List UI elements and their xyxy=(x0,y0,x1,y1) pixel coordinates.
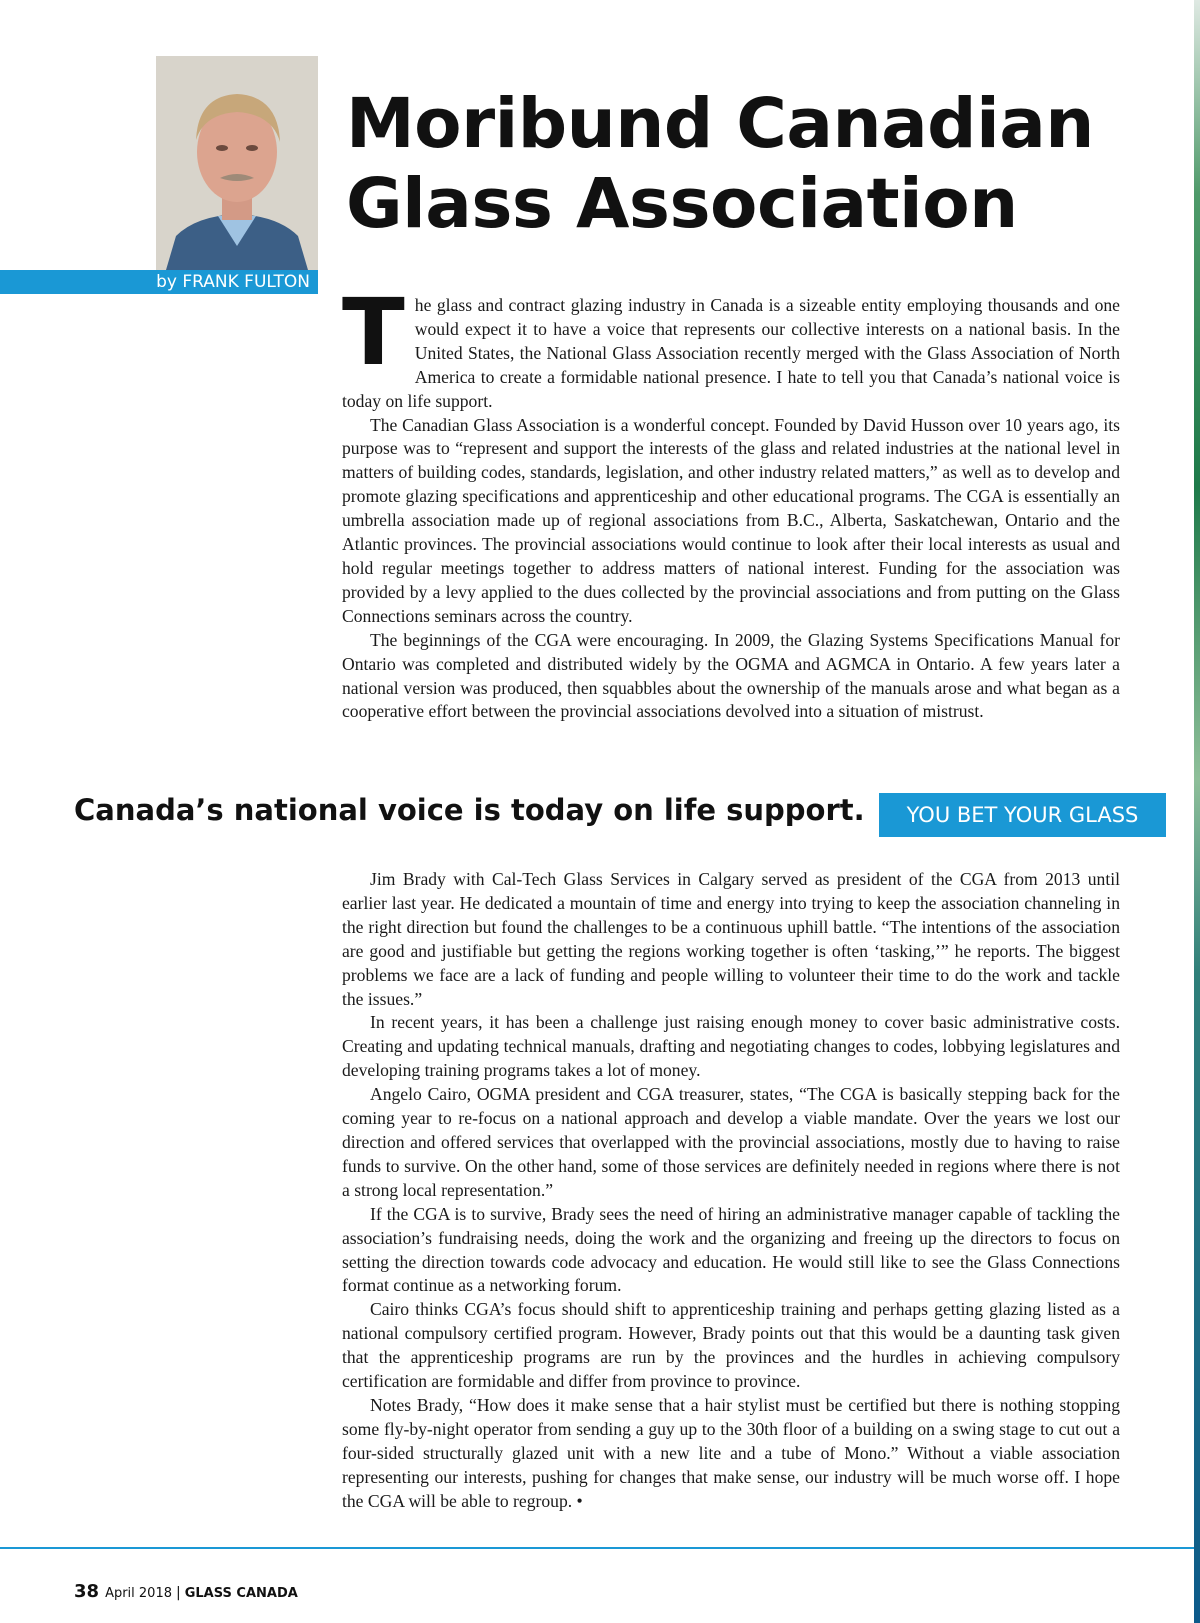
article-headline xyxy=(346,84,1146,244)
body-paragraph: The Canadian Glass Association is a wonderful concept. Founded by David Husson over 10 years ago, its purpose was to “represent and support the interests of the glass and related industries at the national level in matters of building codes, standards, legislation, and other industry related matters,” as well as to develop and promote glazing specifications and apprenticeship and other educational programs. The CGA is essentially an umbrella association made up of regional associations from B.C., Alberta, Saskatchewan, Ontario and the Atlantic provinces. The provincial associations would continue to look after their local interests as usual and hold regular meetings together to address matters of national interest. Funding for the association was provided by a levy applied to the dues collected by the provincial associations and from putting on the Glass Connections seminars across the country. xyxy=(342,414,1120,626)
body-paragraph: Notes Brady, “How does it make sense that a hair stylist must be certified but there is nothing stopping some fly-by-night operator from sending a guy up to the 30th floor of a building on a swing stage to cut out a four-sided structurally glazed unit with a new lite and a tube of Mono.” Without a viable association representing our interests, pushing for changes that make sense, our industry will be much worse off. I hope the CGA will be able to regroup. • xyxy=(342,1394,1120,1511)
footer-rule xyxy=(0,1547,1194,1549)
footer-separator: | xyxy=(176,1585,181,1601)
headline-line-2: Glass Association xyxy=(346,164,1018,244)
magazine-name: GLASS CANADA xyxy=(184,1586,298,1601)
page-number: 38 xyxy=(74,1581,100,1602)
pull-quote: Canada’s national voice is today on life support. xyxy=(74,793,865,827)
byline: by FRANK FULTON xyxy=(156,272,310,292)
body-paragraph: Jim Brady with Cal-Tech Glass Services in Calgary served as president of the CGA from 2013 until earlier last year. He dedicated a mountain of time and energy into trying to keep the association channeling in the right direction but found the challenges to be a continuous uphill battle. “The intentions of the association are good and justifiable but getting the regions working together is often ‘tasking,’” he reports. The biggest problems we face are a lack of funding and people willing to volunteer their time to do the work and tackle the issues.” xyxy=(342,869,1120,1009)
column-tag: YOU BET YOUR GLASS xyxy=(879,793,1166,837)
body-paragraph xyxy=(342,279,1120,414)
body-paragraph-text: he glass and contract glazing industry in Canada is a sizeable entity employing thousands and one would expect it to have a voice that represents our collective interests on a national basis. In the United States, the National Glass Association recently merged with the Glass Association of North America to create a formidable national presence. I hate to tell you that Canada’s national voice is today on life support. xyxy=(342,295,1120,411)
body-paragraph: If the CGA is to survive, Brady sees the need of hiring an administrative manager capable of tackling the association’s fundraising needs, doing the work and the organizing and freeing up the directors to focus on setting the direction towards code advocacy and education. He would still like to see the Glass Connections format continue as a networking forum. xyxy=(342,1203,1120,1296)
issue-date: April 2018 xyxy=(105,1586,172,1601)
body-paragraph: The beginnings of the CGA were encouraging. In 2009, the Glazing Systems Specifications Manual for Ontario was completed and distributed widely by the OGMA and AGMCA in Ontario. A few years later a national version was produced, then squabbles about the ownership of the manuals arose and what began as a cooperative effort between the provincial associations devolved into a situation of mistrust. xyxy=(342,629,1120,722)
page-footer xyxy=(74,1581,298,1602)
byline-bar xyxy=(0,270,318,294)
page-edge-strip xyxy=(1194,0,1200,1623)
body-paragraph: Cairo thinks CGA’s focus should shift to apprenticeship training and perhaps getting glazing listed as a national compulsory certified program. However, Brady points out that this would be a daunting task given that the apprenticeship programs are run by the provinces and the hurdles in achieving compulsory certification are formidable and differ from province to province. xyxy=(342,1299,1120,1392)
drop-cap: T xyxy=(342,279,405,386)
body-paragraph: In recent years, it has been a challenge just raising enough money to cover basic administrative costs. Creating and updating technical manuals, drafting and negotiating changes to codes, lobbying legislatures and developing training programs takes a lot of money. xyxy=(342,1012,1120,1081)
headline-line-1: Moribund Canadian xyxy=(346,84,1094,164)
author-portrait xyxy=(156,56,318,270)
body-paragraph: Angelo Cairo, OGMA president and CGA treasurer, states, “The CGA is basically stepping back for the coming year to re-focus on a national approach and develop a viable mandate. Over the years we lost our direction and offered services that overlapped with the provincial associations, mostly due to having to raise funds to survive. On the other hand, some of those services are definitely needed in regions where there is not a strong local representation.” xyxy=(342,1084,1120,1200)
article-body-top xyxy=(342,279,1120,724)
article-body-bottom xyxy=(342,868,1120,1513)
